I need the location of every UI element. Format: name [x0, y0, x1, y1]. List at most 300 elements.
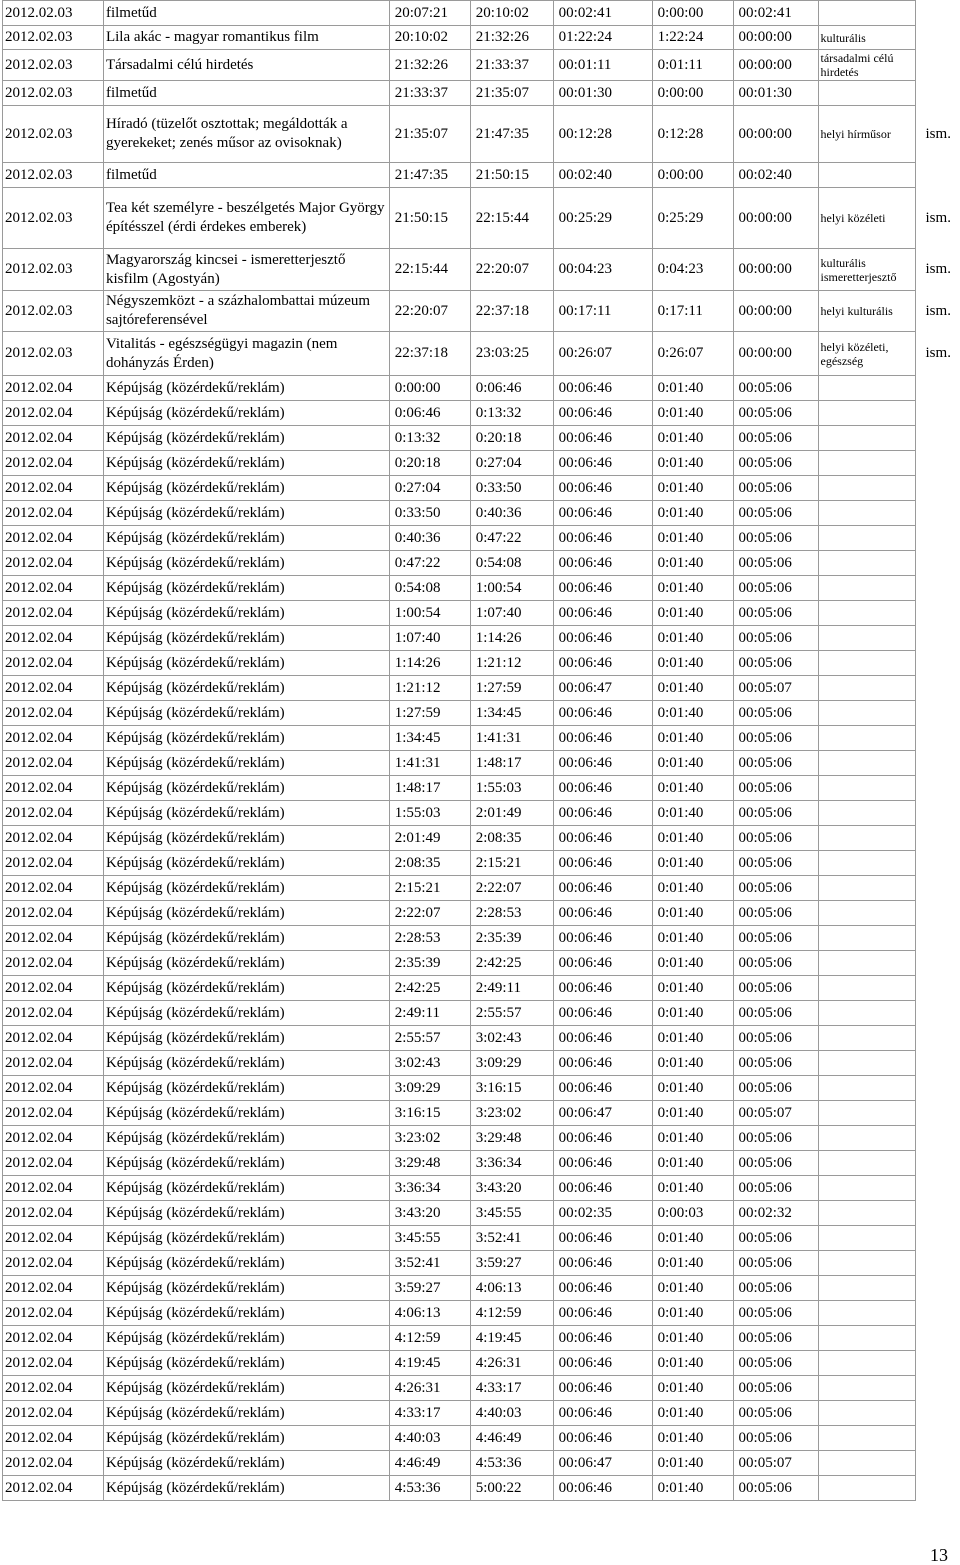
cell-extra: [916, 576, 960, 601]
cell-end: 3:52:41: [470, 1226, 553, 1251]
cell-c7: 00:05:06: [733, 501, 818, 526]
cell-c7: 00:05:06: [733, 926, 818, 951]
cell-title: Képújság (közérdekű/reklám): [103, 901, 389, 926]
cell-extra: [916, 26, 960, 50]
cell-c7: 00:05:06: [733, 401, 818, 426]
cell-duration: 00:06:46: [553, 976, 652, 1001]
cell-c6: 0:25:29: [652, 188, 733, 249]
cell-end: 21:35:07: [470, 81, 553, 106]
cell-start: 1:48:17: [389, 776, 470, 801]
cell-title: Képújság (közérdekű/reklám): [103, 1076, 389, 1101]
cell-start: 3:23:02: [389, 1126, 470, 1151]
cell-date: 2012.02.04: [3, 876, 104, 901]
cell-c6: 0:01:40: [652, 651, 733, 676]
cell-duration: 00:06:46: [553, 601, 652, 626]
table-row: [3, 291, 960, 332]
cell-duration: 00:01:11: [553, 50, 652, 81]
cell-category: [818, 1001, 916, 1026]
cell-extra: [916, 551, 960, 576]
cell-c7: 00:05:06: [733, 1301, 818, 1326]
cell-title: Képújság (közérdekű/reklám): [103, 1476, 389, 1501]
cell-title: Magyarország kincsei - ismeretterjesztő kisfilm (Agostyán): [103, 249, 389, 291]
cell-extra: [916, 1426, 960, 1451]
cell-category: [818, 81, 916, 106]
cell-extra: ism.: [916, 332, 960, 376]
cell-c7: 00:05:06: [733, 1351, 818, 1376]
cell-duration: 00:06:46: [553, 751, 652, 776]
cell-category: [818, 163, 916, 188]
cell-date: 2012.02.03: [3, 26, 104, 50]
cell-c6: 0:01:40: [652, 1001, 733, 1026]
cell-end: 3:09:29: [470, 1051, 553, 1076]
cell-c6: 0:01:40: [652, 1301, 733, 1326]
cell-end: 20:10:02: [470, 1, 553, 26]
cell-c7: 00:05:06: [733, 1076, 818, 1101]
table-row: [3, 1301, 960, 1326]
cell-category: helyi közéleti: [818, 188, 916, 249]
cell-title: Képújság (közérdekű/reklám): [103, 501, 389, 526]
cell-start: 2:28:53: [389, 926, 470, 951]
cell-end: 21:50:15: [470, 163, 553, 188]
table-row: [3, 901, 960, 926]
cell-c7: 00:05:06: [733, 376, 818, 401]
cell-c7: 00:01:30: [733, 81, 818, 106]
table-row: [3, 826, 960, 851]
cell-title: Képújság (közérdekű/reklám): [103, 1201, 389, 1226]
cell-title: Képújság (közérdekű/reklám): [103, 526, 389, 551]
table-row: [3, 951, 960, 976]
cell-start: 1:00:54: [389, 601, 470, 626]
cell-c6: 0:01:40: [652, 851, 733, 876]
cell-title: Képújság (közérdekű/reklám): [103, 1426, 389, 1451]
cell-extra: [916, 1101, 960, 1126]
cell-extra: [916, 476, 960, 501]
cell-extra: [916, 951, 960, 976]
cell-end: 4:46:49: [470, 1426, 553, 1451]
cell-extra: [916, 601, 960, 626]
cell-duration: 00:06:46: [553, 1226, 652, 1251]
cell-c6: 0:01:40: [652, 876, 733, 901]
cell-category: [818, 1176, 916, 1201]
cell-date: 2012.02.04: [3, 1076, 104, 1101]
cell-extra: [916, 426, 960, 451]
cell-extra: [916, 626, 960, 651]
cell-c7: 00:05:06: [733, 1126, 818, 1151]
cell-duration: 00:02:40: [553, 163, 652, 188]
cell-title: Képújság (közérdekű/reklám): [103, 876, 389, 901]
table-row: [3, 876, 960, 901]
cell-category: [818, 376, 916, 401]
cell-category: [818, 901, 916, 926]
cell-start: 4:12:59: [389, 1326, 470, 1351]
cell-title: Képújság (közérdekű/reklám): [103, 976, 389, 1001]
cell-date: 2012.02.04: [3, 1251, 104, 1276]
cell-end: 3:36:34: [470, 1151, 553, 1176]
cell-title: Vitalitás - egészségügyi magazin (nem dohányzás Érden): [103, 332, 389, 376]
cell-category: [818, 551, 916, 576]
cell-extra: [916, 1, 960, 26]
cell-category: [818, 1351, 916, 1376]
cell-duration: 00:06:46: [553, 1476, 652, 1501]
cell-c6: 0:01:40: [652, 976, 733, 1001]
cell-c6: 0:01:40: [652, 551, 733, 576]
cell-duration: 00:06:46: [553, 651, 652, 676]
cell-start: 20:07:21: [389, 1, 470, 26]
cell-category: [818, 476, 916, 501]
cell-c6: 0:01:40: [652, 776, 733, 801]
cell-end: 0:54:08: [470, 551, 553, 576]
cell-title: Képújság (közérdekű/reklám): [103, 1401, 389, 1426]
cell-category: [818, 1101, 916, 1126]
cell-c7: 00:05:07: [733, 676, 818, 701]
cell-c7: 00:05:06: [733, 701, 818, 726]
cell-category: helyi közéleti, egészség: [818, 332, 916, 376]
cell-title: Tea két személyre - beszélgetés Major György építésszel (érdi érdekes emberek): [103, 188, 389, 249]
table-row: [3, 751, 960, 776]
cell-date: 2012.02.04: [3, 1151, 104, 1176]
cell-c7: 00:00:00: [733, 26, 818, 50]
cell-c6: 0:01:40: [652, 926, 733, 951]
cell-start: 2:15:21: [389, 876, 470, 901]
cell-c6: 0:01:40: [652, 1276, 733, 1301]
cell-end: 3:59:27: [470, 1251, 553, 1276]
cell-end: 22:15:44: [470, 188, 553, 249]
cell-category: [818, 1301, 916, 1326]
cell-duration: 00:02:41: [553, 1, 652, 26]
table-row: [3, 1, 960, 26]
table-row: [3, 1476, 960, 1501]
cell-c6: 0:01:40: [652, 676, 733, 701]
cell-duration: 00:12:28: [553, 106, 652, 163]
cell-c7: 00:02:40: [733, 163, 818, 188]
cell-category: [818, 876, 916, 901]
table-row: [3, 501, 960, 526]
cell-date: 2012.02.04: [3, 501, 104, 526]
cell-end: 4:19:45: [470, 1326, 553, 1351]
cell-start: 1:55:03: [389, 801, 470, 826]
cell-c6: 0:01:40: [652, 476, 733, 501]
cell-c6: 0:01:40: [652, 376, 733, 401]
cell-end: 21:33:37: [470, 50, 553, 81]
cell-c6: 0:01:40: [652, 901, 733, 926]
cell-start: 0:47:22: [389, 551, 470, 576]
cell-duration: 00:06:46: [553, 1151, 652, 1176]
cell-date: 2012.02.03: [3, 106, 104, 163]
cell-date: 2012.02.03: [3, 249, 104, 291]
table-row: [3, 526, 960, 551]
cell-c7: 00:05:06: [733, 1326, 818, 1351]
cell-date: 2012.02.04: [3, 976, 104, 1001]
cell-duration: 00:06:46: [553, 1026, 652, 1051]
table-row: [3, 1451, 960, 1476]
table-row: [3, 451, 960, 476]
cell-category: [818, 976, 916, 1001]
cell-c6: 0:01:40: [652, 1401, 733, 1426]
broadcast-log-table: [2, 0, 960, 1501]
cell-end: 3:45:55: [470, 1201, 553, 1226]
cell-extra: [916, 376, 960, 401]
cell-end: 0:13:32: [470, 401, 553, 426]
cell-start: 21:47:35: [389, 163, 470, 188]
cell-c7: 00:05:06: [733, 1051, 818, 1076]
cell-c7: 00:05:06: [733, 651, 818, 676]
cell-c6: 0:01:40: [652, 601, 733, 626]
table-row: [3, 81, 960, 106]
cell-date: 2012.02.04: [3, 1026, 104, 1051]
table-row: [3, 926, 960, 951]
cell-date: 2012.02.03: [3, 332, 104, 376]
cell-extra: ism.: [916, 291, 960, 332]
cell-c7: 00:05:06: [733, 776, 818, 801]
cell-title: Híradó (tüzelőt osztottak; megáldották a gyerekeket; zenés műsor az ovisoknak): [103, 106, 389, 163]
cell-extra: [916, 1301, 960, 1326]
table-row: [3, 676, 960, 701]
cell-c6: 0:01:40: [652, 826, 733, 851]
cell-start: 3:45:55: [389, 1226, 470, 1251]
cell-category: [818, 801, 916, 826]
cell-category: [818, 526, 916, 551]
cell-c6: 0:00:00: [652, 1, 733, 26]
cell-c7: 00:05:06: [733, 551, 818, 576]
cell-c6: 0:01:40: [652, 1476, 733, 1501]
cell-c6: 0:01:40: [652, 576, 733, 601]
cell-category: [818, 401, 916, 426]
cell-duration: 00:06:46: [553, 701, 652, 726]
cell-duration: 00:06:46: [553, 926, 652, 951]
cell-extra: [916, 1001, 960, 1026]
cell-start: 2:55:57: [389, 1026, 470, 1051]
cell-c7: 00:00:00: [733, 188, 818, 249]
cell-date: 2012.02.04: [3, 1451, 104, 1476]
cell-start: 0:33:50: [389, 501, 470, 526]
cell-title: Képújság (közérdekű/reklám): [103, 776, 389, 801]
cell-end: 2:22:07: [470, 876, 553, 901]
cell-end: 21:47:35: [470, 106, 553, 163]
cell-duration: 00:06:46: [553, 1301, 652, 1326]
table-row: [3, 1426, 960, 1451]
cell-c6: 0:01:40: [652, 726, 733, 751]
cell-title: Képújság (közérdekű/reklám): [103, 726, 389, 751]
table-row: [3, 476, 960, 501]
cell-duration: 00:06:46: [553, 1376, 652, 1401]
cell-date: 2012.02.04: [3, 1126, 104, 1151]
cell-title: Képújság (közérdekű/reklám): [103, 401, 389, 426]
cell-category: [818, 751, 916, 776]
cell-end: 2:01:49: [470, 801, 553, 826]
cell-start: 22:37:18: [389, 332, 470, 376]
table-row: [3, 1001, 960, 1026]
cell-end: 2:28:53: [470, 901, 553, 926]
cell-extra: [916, 163, 960, 188]
cell-category: [818, 1151, 916, 1176]
cell-date: 2012.02.03: [3, 1, 104, 26]
cell-end: 2:55:57: [470, 1001, 553, 1026]
table-row: [3, 1126, 960, 1151]
cell-c6: 0:01:40: [652, 1326, 733, 1351]
cell-start: 4:46:49: [389, 1451, 470, 1476]
cell-title: Képújság (közérdekű/reklám): [103, 676, 389, 701]
cell-c6: 0:12:28: [652, 106, 733, 163]
table-row: [3, 801, 960, 826]
cell-date: 2012.02.04: [3, 526, 104, 551]
cell-c7: 00:00:00: [733, 332, 818, 376]
cell-duration: 00:06:46: [553, 551, 652, 576]
table-row: [3, 1151, 960, 1176]
cell-title: Négyszemközt - a százhalombattai múzeum sajtóreferensével: [103, 291, 389, 332]
cell-title: Képújság (közérdekű/reklám): [103, 1226, 389, 1251]
cell-date: 2012.02.04: [3, 1176, 104, 1201]
cell-duration: 00:01:30: [553, 81, 652, 106]
cell-end: 23:03:25: [470, 332, 553, 376]
cell-category: [818, 1476, 916, 1501]
cell-c6: 0:01:40: [652, 626, 733, 651]
cell-extra: [916, 1351, 960, 1376]
cell-extra: [916, 1376, 960, 1401]
cell-start: 1:21:12: [389, 676, 470, 701]
cell-title: Képújság (közérdekű/reklám): [103, 851, 389, 876]
cell-start: 1:14:26: [389, 651, 470, 676]
cell-duration: 00:06:46: [553, 776, 652, 801]
cell-date: 2012.02.04: [3, 1426, 104, 1451]
table-row: [3, 1276, 960, 1301]
cell-duration: 00:06:46: [553, 1326, 652, 1351]
cell-end: 2:49:11: [470, 976, 553, 1001]
cell-end: 22:20:07: [470, 249, 553, 291]
cell-category: [818, 426, 916, 451]
cell-category: [818, 1076, 916, 1101]
table-row: [3, 106, 960, 163]
cell-start: 4:33:17: [389, 1401, 470, 1426]
cell-c6: 0:17:11: [652, 291, 733, 332]
cell-duration: 00:06:46: [553, 426, 652, 451]
cell-end: 1:21:12: [470, 651, 553, 676]
cell-date: 2012.02.04: [3, 476, 104, 501]
cell-start: 4:26:31: [389, 1376, 470, 1401]
cell-extra: [916, 81, 960, 106]
cell-c7: 00:05:06: [733, 1276, 818, 1301]
cell-start: 4:40:03: [389, 1426, 470, 1451]
cell-date: 2012.02.04: [3, 1401, 104, 1426]
cell-c7: 00:05:06: [733, 1426, 818, 1451]
table-row: [3, 651, 960, 676]
cell-start: 0:00:00: [389, 376, 470, 401]
cell-category: [818, 1451, 916, 1476]
cell-date: 2012.02.04: [3, 701, 104, 726]
cell-end: 2:35:39: [470, 926, 553, 951]
cell-date: 2012.02.03: [3, 50, 104, 81]
cell-duration: 00:06:46: [553, 576, 652, 601]
cell-date: 2012.02.04: [3, 801, 104, 826]
cell-c6: 0:01:40: [652, 426, 733, 451]
cell-duration: 00:06:46: [553, 901, 652, 926]
table-row: [3, 776, 960, 801]
table-row: [3, 426, 960, 451]
cell-c7: 00:05:06: [733, 601, 818, 626]
cell-duration: 00:06:46: [553, 826, 652, 851]
cell-title: Képújság (közérdekű/reklám): [103, 1176, 389, 1201]
cell-extra: [916, 526, 960, 551]
cell-c7: 00:05:06: [733, 1176, 818, 1201]
cell-start: 2:49:11: [389, 1001, 470, 1026]
cell-title: Képújság (közérdekű/reklám): [103, 826, 389, 851]
cell-category: [818, 1126, 916, 1151]
cell-date: 2012.02.04: [3, 1476, 104, 1501]
cell-date: 2012.02.04: [3, 426, 104, 451]
cell-title: Képújság (közérdekű/reklám): [103, 1001, 389, 1026]
cell-duration: 00:26:07: [553, 332, 652, 376]
cell-category: [818, 1251, 916, 1276]
cell-end: 0:06:46: [470, 376, 553, 401]
cell-c7: 00:05:06: [733, 751, 818, 776]
cell-start: 3:16:15: [389, 1101, 470, 1126]
cell-c7: 00:05:06: [733, 476, 818, 501]
cell-duration: 00:06:46: [553, 1176, 652, 1201]
table-row: [3, 851, 960, 876]
cell-extra: [916, 451, 960, 476]
cell-extra: [916, 751, 960, 776]
cell-extra: [916, 826, 960, 851]
table-row: [3, 1051, 960, 1076]
cell-title: filmetűd: [103, 81, 389, 106]
cell-c6: 0:01:40: [652, 526, 733, 551]
cell-category: [818, 601, 916, 626]
cell-duration: 00:06:46: [553, 476, 652, 501]
cell-title: Képújság (közérdekű/reklám): [103, 476, 389, 501]
cell-c7: 00:05:06: [733, 426, 818, 451]
cell-duration: 00:06:47: [553, 676, 652, 701]
cell-title: Képújság (közérdekű/reklám): [103, 601, 389, 626]
cell-extra: [916, 1451, 960, 1476]
cell-c7: 00:05:06: [733, 576, 818, 601]
cell-c6: 0:01:40: [652, 1376, 733, 1401]
cell-category: [818, 1, 916, 26]
cell-start: 3:02:43: [389, 1051, 470, 1076]
cell-extra: [916, 926, 960, 951]
cell-title: Képújság (közérdekű/reklám): [103, 1326, 389, 1351]
cell-category: [818, 1426, 916, 1451]
cell-extra: [916, 1276, 960, 1301]
cell-category: [818, 576, 916, 601]
cell-title: Képújság (közérdekű/reklám): [103, 1126, 389, 1151]
cell-extra: [916, 401, 960, 426]
cell-c7: 00:05:06: [733, 826, 818, 851]
cell-date: 2012.02.04: [3, 1351, 104, 1376]
cell-start: 0:27:04: [389, 476, 470, 501]
cell-end: 1:48:17: [470, 751, 553, 776]
cell-category: kulturális ismeretterjesztő: [818, 249, 916, 291]
cell-c7: 00:05:06: [733, 976, 818, 1001]
cell-category: kulturális: [818, 26, 916, 50]
cell-c7: 00:00:00: [733, 50, 818, 81]
cell-end: 1:00:54: [470, 576, 553, 601]
cell-end: 2:08:35: [470, 826, 553, 851]
cell-c6: 0:01:40: [652, 1176, 733, 1201]
cell-title: Képújság (közérdekű/reklám): [103, 1251, 389, 1276]
cell-title: Képújság (közérdekű/reklám): [103, 951, 389, 976]
cell-duration: 00:25:29: [553, 188, 652, 249]
table-row: [3, 576, 960, 601]
cell-c7: 00:05:06: [733, 1376, 818, 1401]
cell-date: 2012.02.04: [3, 1201, 104, 1226]
cell-category: [818, 776, 916, 801]
cell-title: Képújság (közérdekű/reklám): [103, 376, 389, 401]
cell-date: 2012.02.04: [3, 951, 104, 976]
cell-c7: 00:05:07: [733, 1101, 818, 1126]
cell-title: Képújság (közérdekű/reklám): [103, 751, 389, 776]
cell-c7: 00:00:00: [733, 249, 818, 291]
cell-c6: 0:01:40: [652, 1101, 733, 1126]
cell-title: Képújság (közérdekű/reklám): [103, 1376, 389, 1401]
